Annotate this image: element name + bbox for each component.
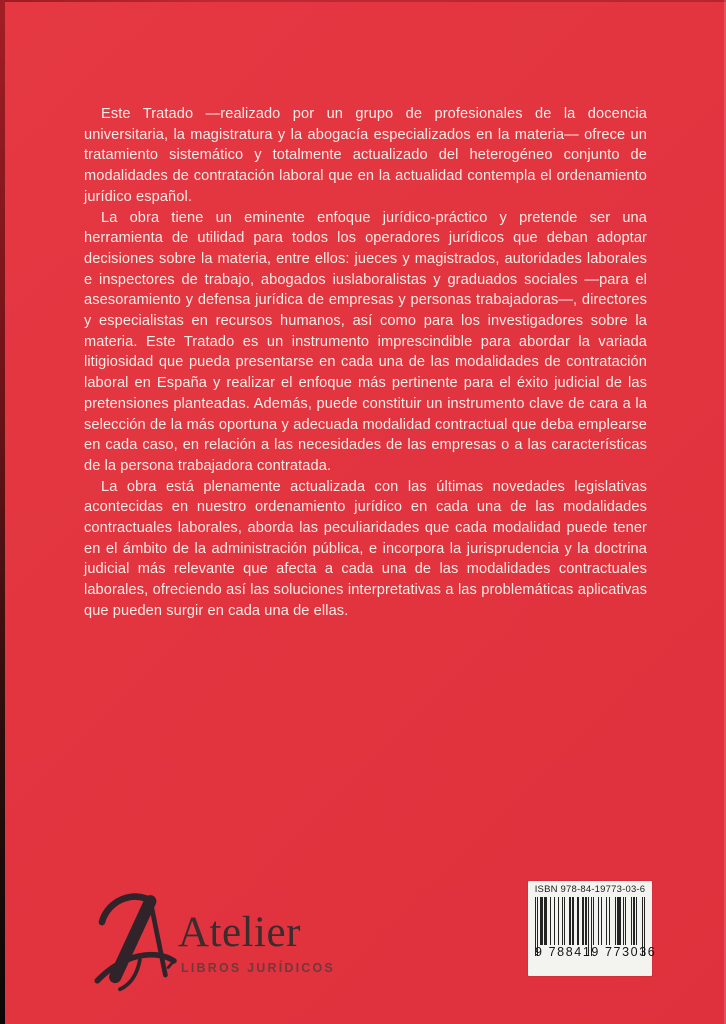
blurb-paragraph-2: La obra tiene un eminente enfoque jurídico-práctico y pretende ser una herramienta de utilidad para todos los operadores jurídicos que deban adoptar decisiones sobre la materia, entre ellos: jueces y magistrados, autoridades laborales e inspectores de trabajo, abogados iuslaboralistas y graduados sociales —para el asesoramiento y defensa jurídica de empresas y personas trabajadoras—, directores y especialistas en recursos humanos, así como para los investigadores sobre la materia. Este Tratado es un instrumento imprescindible para abordar la variada litigiosidad que pueda presentarse en cada una de las modalidades de contratación laboral en España y realizar el enfoque más pertinente para el éxito judicial de las pretensiones planteadas. Además, puede constituir un instrumento clave de cara a la selección de la más oportuna y adecuada modalidad contractual que deba emplearse en cada caso, en relación a las necesidades de las empresas o a las características de la persona trabajadora contratada. bbox=[84, 209, 647, 474]
barcode-bar bbox=[623, 897, 624, 945]
barcode-bar bbox=[631, 897, 632, 945]
isbn-label: ISBN 978-84-19773-03-6 bbox=[534, 884, 646, 895]
barcode-bar bbox=[554, 897, 555, 945]
isbn-barcode bbox=[528, 881, 657, 976]
publisher-name: Atelier bbox=[178, 909, 301, 956]
cover-top-edge-shadow bbox=[0, 0, 726, 2]
barcode-bar bbox=[540, 897, 543, 945]
barcode-bar bbox=[617, 897, 620, 945]
barcode-bar bbox=[625, 897, 626, 945]
barcode-bar bbox=[636, 897, 637, 945]
barcode-bar bbox=[550, 897, 551, 945]
barcode-bar bbox=[577, 897, 579, 945]
blurb-paragraph-1: Este Tratado —realizado por un grupo de profesionales de la docencia universitaria, la magistratura y la abogacía especializados en la materia— ofrece un tratamiento sistemático y totalmente actualizado del heterogéneo conjunto de modalidades de contratación laboral que en la actualidad contempla el ordenamiento jurídico español. bbox=[84, 106, 647, 205]
barcode-bars bbox=[535, 897, 657, 961]
blurb-paragraph-3: La obra está plenamente actualizada con las últimas novedades legislativas acontecidas en nuestro ordenamiento jurídico en cada una de las modalidades contractuales laborales, aborda las peculiaridades que cada modalidad puede tener en el ámbito de la administración pública, e incorpora la jurisprudencia y la doctrina judicial más relevante que afecta a cada una de las modalidades contractuales laborales, ofreciendo así las soluciones interpretativas a las problemáticas aplicativas que pueden surgir en cada una de ellas. bbox=[84, 478, 647, 619]
atelier-a-monogram-icon bbox=[94, 888, 180, 994]
barcode-bar bbox=[633, 897, 634, 945]
barcode-bar bbox=[569, 897, 571, 945]
blurb-text-block bbox=[84, 104, 647, 622]
barcode-bar bbox=[558, 897, 559, 945]
barcode-bar bbox=[564, 897, 565, 945]
cover-left-edge-shadow bbox=[0, 0, 5, 1024]
barcode-bar bbox=[601, 897, 602, 945]
barcode-bar bbox=[585, 897, 587, 945]
barcode-bar bbox=[609, 897, 610, 945]
barcode-bar bbox=[544, 897, 546, 945]
barcode-digits: 9 788419 773036 bbox=[535, 945, 657, 959]
barcode-bar bbox=[593, 897, 594, 945]
barcode-bar bbox=[582, 897, 583, 945]
publisher-tagline: LIBROS JURÍDICOS bbox=[181, 961, 335, 975]
barcode-bar bbox=[606, 897, 607, 945]
barcode-bar bbox=[562, 897, 563, 945]
barcode-bar bbox=[598, 897, 599, 945]
barcode-bar bbox=[572, 897, 574, 945]
barcode-bar bbox=[615, 897, 616, 945]
